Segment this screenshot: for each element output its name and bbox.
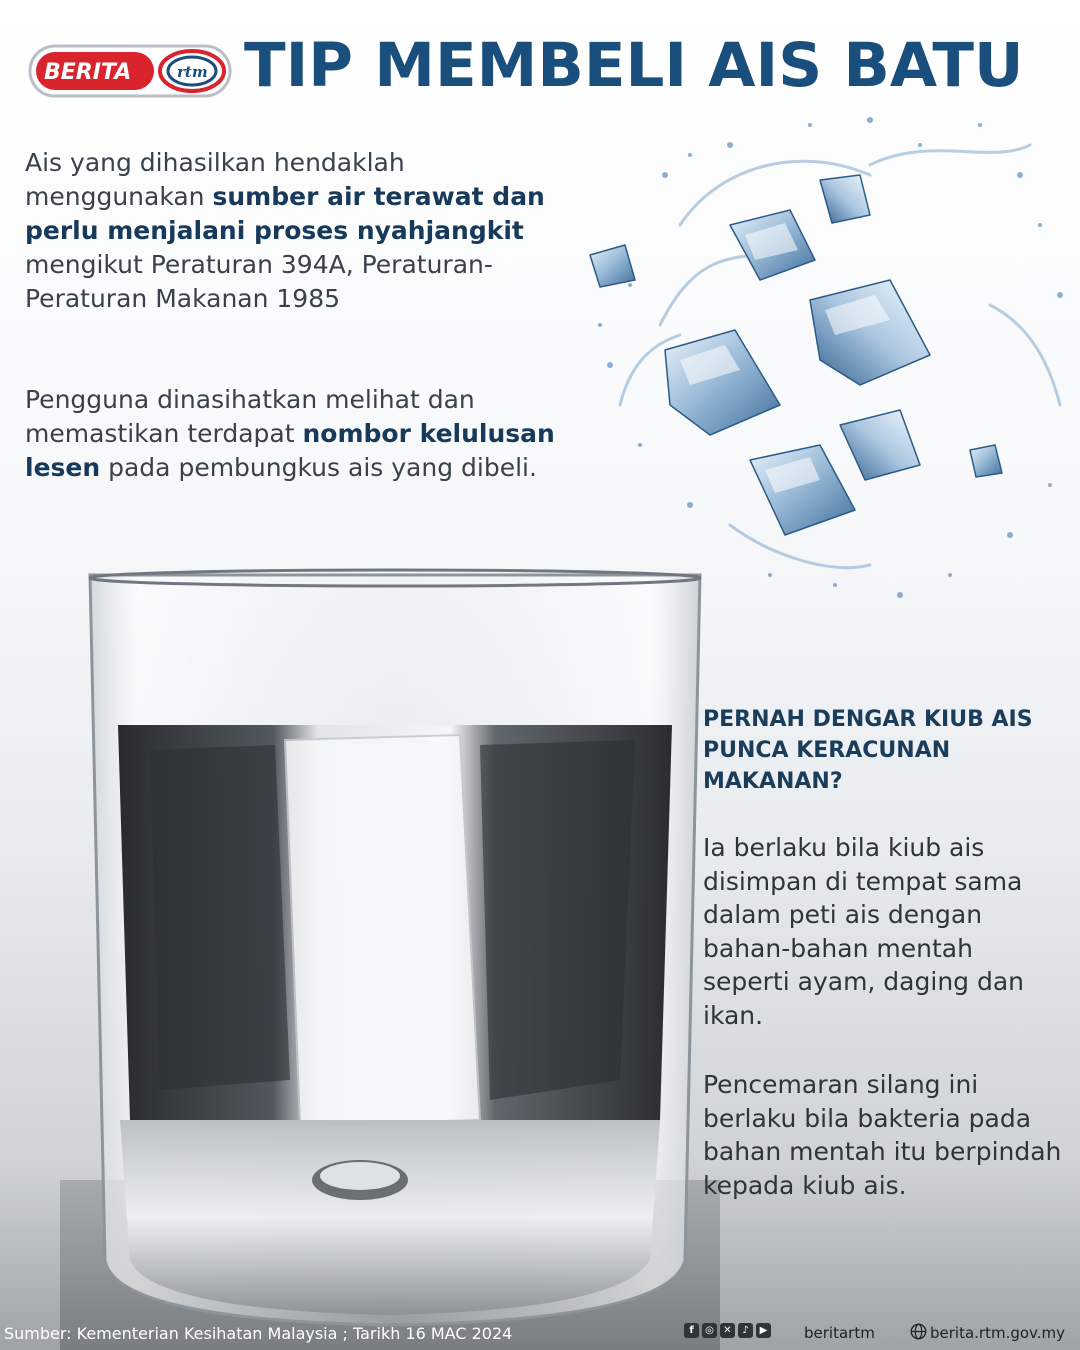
intro-paragraph-1 — [25, 146, 585, 316]
intro-1-text-end: mengikut Peraturan 394A, Peraturan-Peraturan Makanan 1985 — [25, 250, 493, 313]
cross-contamination-paragraph: Pencemaran silang ini berlaku bila bakteria pada bahan mentah itu berpindah kepada kiub ais. — [703, 1070, 1062, 1200]
intro-2-bold-text: nombor kelulusan lesen — [25, 419, 555, 482]
instagram-icon: ◎ — [702, 1323, 717, 1338]
cause-paragraph: Ia berlaku bila kiub ais disimpan di tempat sama dalam peti ais dengan bahan-bahan mentah seperti ayam, daging dan ikan. — [703, 833, 1025, 1030]
social-icons — [684, 1323, 771, 1338]
berita-rtm-logo — [28, 40, 234, 102]
intro-2-text-end: pada pembungkus ais yang dibeli. — [100, 453, 537, 482]
intro-1-text-start: Ais yang dihasilkan hendaklah menggunakan — [25, 148, 405, 211]
svg-text:rtm: rtm — [177, 63, 208, 81]
x-icon: ✕ — [720, 1323, 735, 1338]
social-handle: beritartm — [804, 1324, 875, 1342]
intro-2-text-start: Pengguna dinasihatkan melihat dan memastikan terdapat — [25, 385, 475, 448]
glass-of-ice-water-illustration — [60, 560, 720, 1350]
intro-1-bold-text: sumber air terawat dan perlu menjalani proses nyahjangkit — [25, 182, 545, 245]
youtube-icon: ▶ — [756, 1323, 771, 1338]
ice-cubes-splash-illustration — [570, 105, 1080, 615]
source-credit: Sumber: Kementerian Kesihatan Malaysia ; Tarikh 16 MAC 2024 — [4, 1324, 513, 1343]
tiktok-icon: ♪ — [738, 1323, 753, 1338]
globe-icon — [910, 1323, 927, 1340]
page-title: TIP MEMBELI AIS BATU — [244, 30, 1024, 101]
intro-paragraph-2 — [25, 383, 585, 485]
facebook-icon: f — [684, 1323, 699, 1338]
website-url: berita.rtm.gov.my — [930, 1324, 1066, 1342]
svg-text:BERITA: BERITA — [44, 60, 132, 85]
food-poisoning-question: PERNAH DENGAR KIUB AIS PUNCA KERACUNAN MAKANAN? — [703, 707, 1033, 794]
